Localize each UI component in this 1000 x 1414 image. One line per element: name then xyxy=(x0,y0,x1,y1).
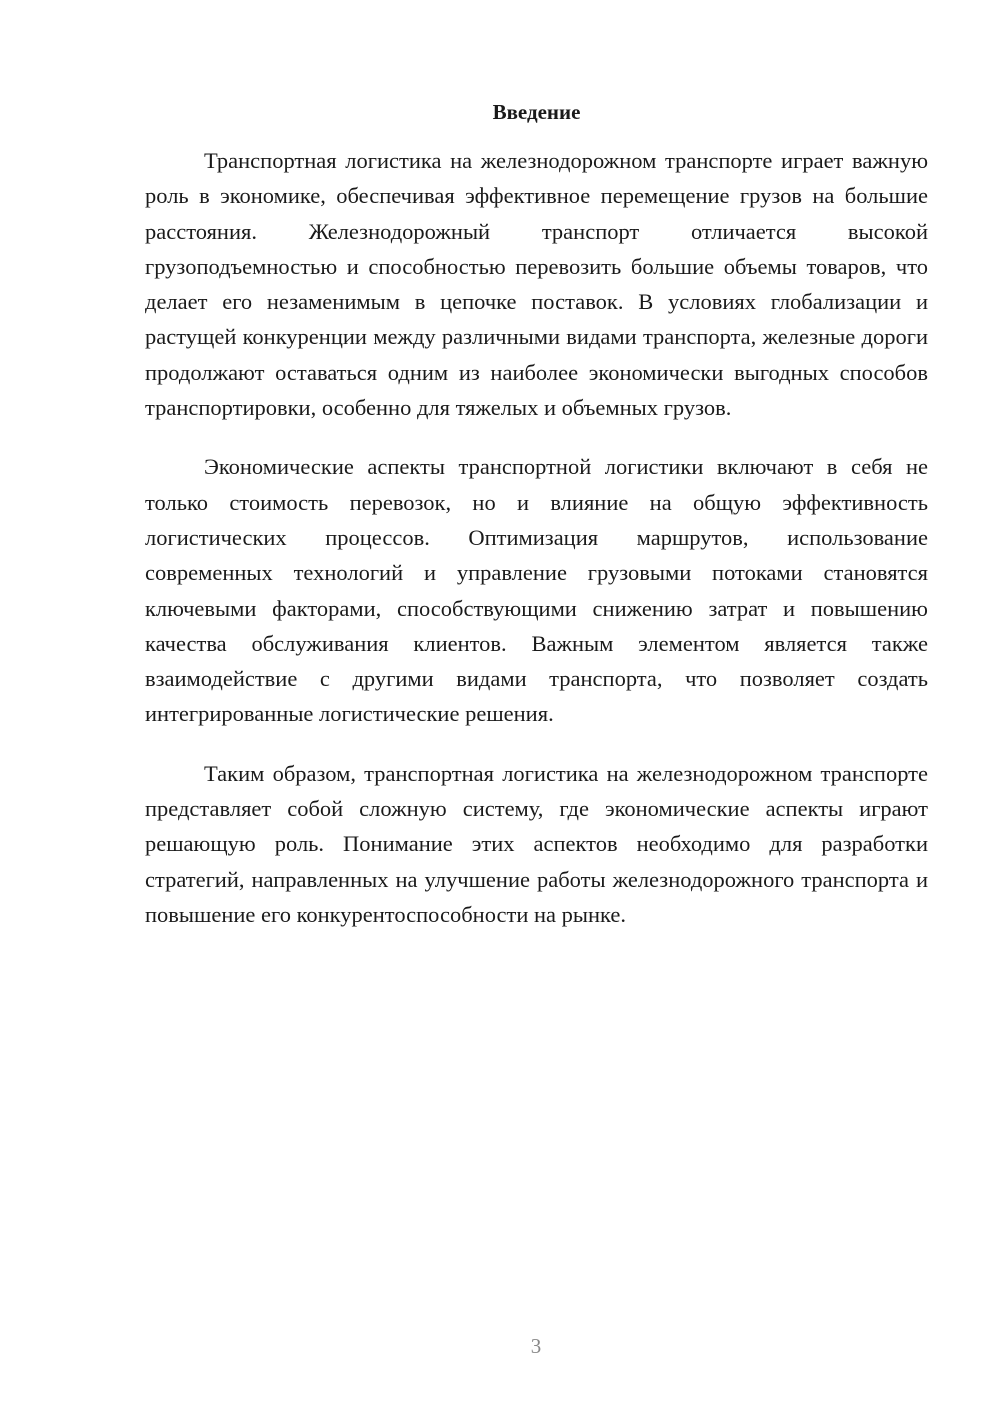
page-title: Введение xyxy=(492,100,581,124)
page-number: 3 xyxy=(530,1334,542,1358)
body-text xyxy=(145,143,928,956)
paragraph-2: Экономические аспекты транспортной логистики включают в себя не только стоимость перевозок, но и влияние на общую эффективность логистических процессов. Оптимизация маршрутов, использование современных технологий и управление грузовыми потоками становятся ключевыми факторами, способствующими снижению затрат и повышению качества обслуживания клиентов. Важным элементом является также взаимодействие с другими видами транспорта, что позволяет создать интегрированные логистические решения. xyxy=(145,454,928,727)
paragraph-1: Транспортная логистика на железнодорожном транспорте играет важную роль в экономике, обеспечивая эффективное перемещение грузов на большие расстояния. Железнодорожный транспорт отличается высокой грузоподъемностью и способностью перевозить большие объемы товаров, что делает его незаменимым в цепочке поставок. В условиях глобализации и растущей конкуренции между различными видами транспорта, железные дороги продолжают оставаться одним из наиболее экономически выгодных способов транспортировки, особенно для тяжелых и объемных грузов. xyxy=(145,148,928,421)
paragraph-3: Таким образом, транспортная логистика на железнодорожном транспорте представляет собой сложную систему, где экономические аспекты играют решающую роль. Понимание этих аспектов необходимо для разработки стратегий, направленных на улучшение работы железнодорожного транспорта и повышение его конкурентоспособности на рынке. xyxy=(145,760,928,927)
